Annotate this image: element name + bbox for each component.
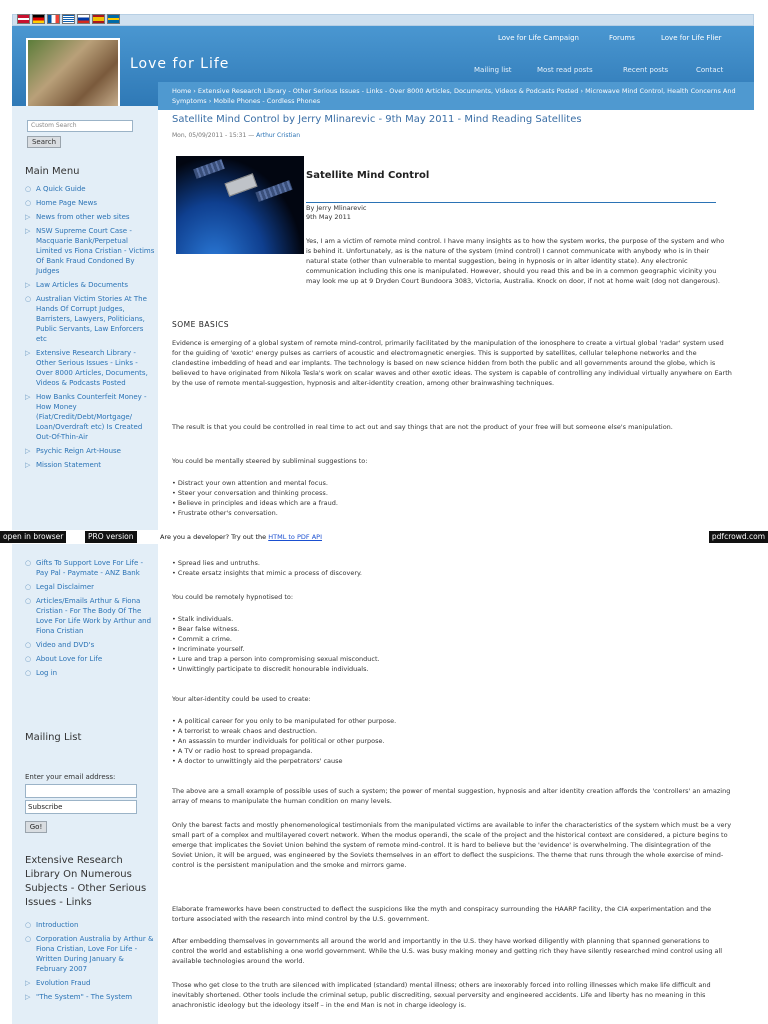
nav-forums[interactable]: Forums [609, 34, 635, 42]
list-item: • A TV or radio host to spread propaganda. [172, 747, 313, 755]
main-content [158, 110, 754, 1024]
elaborate-paragraph: Elaborate frameworks have been constructed to deflect the suspicions like the myth and conspiracy surrounding the HAARP facility, the CIA experimentation and the torture associated with the research into mind control by the U.S. government. [172, 905, 712, 923]
menu-item[interactable]: ○ About Love for Life [25, 655, 103, 663]
bullet-circle-icon: ○ [25, 935, 32, 943]
menu-item[interactable]: ▷ News from other web sites [25, 213, 130, 221]
menu-item[interactable]: ○ A Quick Guide [25, 185, 86, 193]
menu-item[interactable]: ○ Gifts To Support Love For Life - Pay Pal - Paymate - ANZ Bank [25, 559, 144, 577]
email-label: Enter your email address: [25, 773, 116, 781]
subscribe-select[interactable]: Subscribe [25, 800, 137, 814]
menu-item[interactable]: ▷ Mission Statement [25, 461, 102, 469]
after-paragraph: After embedding themselves in governments all around the world and importantly in the U.S. they have worked diligently with planning that spanned generations to control the world and establishing a one world government. While the U.S. was busy making money and getting rich they have silently researched mind control using all available technologies around the world. [172, 937, 723, 965]
menu-item[interactable]: ▷ NSW Supreme Court Case - Macquarie Bank/Perpetual Limited vs Fiona Cristian - Victims Of Bank Fraud Condoned By Judges [25, 227, 155, 275]
list-item: • Stalk individuals. [172, 615, 234, 623]
satellite-body [225, 173, 258, 196]
developer-prompt [160, 532, 322, 542]
menu-item[interactable]: ▷ Law Articles & Documents [25, 281, 129, 289]
email-input[interactable] [25, 784, 137, 798]
byline-date: 9th May 2011 [306, 213, 351, 221]
bullet-triangle-icon: ▷ [25, 393, 31, 401]
alter-list [172, 716, 732, 766]
flag-denmark-icon[interactable] [17, 14, 30, 24]
bullet-triangle-icon: ▷ [25, 461, 31, 469]
list-item: • Create ersatz insights that mimic a process of discovery. [172, 569, 362, 577]
main-menu-list-continued [25, 558, 155, 682]
steered-list [172, 478, 732, 518]
site-title[interactable]: Love for Life [130, 56, 230, 72]
bullet-circle-icon: ○ [25, 295, 32, 303]
bullet-circle-icon: ○ [25, 199, 32, 207]
sidebar [12, 106, 158, 1024]
family-photo[interactable] [26, 38, 120, 110]
list-item: • Commit a crime. [172, 635, 232, 643]
bullet-circle-icon: ○ [25, 669, 32, 677]
search-button[interactable]: Search [27, 136, 61, 148]
library-item[interactable]: ○ Introduction [25, 921, 79, 929]
nav-most-read-posts[interactable]: Most read posts [537, 66, 593, 74]
menu-item[interactable]: ○ Video and DVD's [25, 641, 95, 649]
nav-mailing-list[interactable]: Mailing list [474, 66, 512, 74]
steered-intro: You could be mentally steered by subliminal suggestions to: [172, 457, 368, 465]
list-item: • Steer your conversation and thinking process. [172, 489, 328, 497]
menu-item[interactable]: ▷ Extensive Research Library - Other Serious Issues - Links - Over 8000 Articles, Documents, Videos & Podcasts Posted [25, 349, 148, 387]
list-item: • Believe in principles and ideas which are a fraud. [172, 499, 338, 507]
alter-intro: Your alter-identity could be used to create: [172, 695, 311, 703]
bullet-triangle-icon: ▷ [25, 993, 31, 1001]
flag-greece-icon[interactable] [62, 14, 75, 24]
list-item: • Lure and trap a person into compromising sexual misconduct. [172, 655, 380, 663]
list-item: • A terrorist to wreak chaos and destruction. [172, 727, 318, 735]
menu-item[interactable]: ○ Log in [25, 669, 58, 677]
library-item[interactable]: ▷ "The System" - The System [25, 993, 133, 1001]
breadcrumb[interactable]: Home › Extensive Research Library - Other Serious Issues - Links - Over 8000 Articles, Documents, Videos & Podcasts Posted › Microwave Mind Control, Health Concerns And Symptoms › Mobile Phones - Cordless Phones [158, 82, 754, 110]
nav-love-for-life-campaign[interactable]: Love for Life Campaign [498, 34, 579, 42]
developer-text: Are you a developer? Try out the [160, 533, 267, 541]
above-paragraph: The above are a small example of possible uses of such a system; the power of mental suggestion, hypnosis and alter identity creation affords the 'controllers' an amazing array of means to manipulate the human condition on many levels. [172, 787, 731, 805]
section-heading-basics: SOME BASICS [172, 320, 230, 329]
language-bar [12, 14, 754, 26]
intro-paragraph: Yes, I am a victim of remote mind control. I have many insights as to how the system works, the purpose of the system and who is behind it. Unfortunately, as is the nature of the system (mind control) I cannot communicate with anybody who is in their natural state (other than vulnerable to mental suggestion, being in hypnosis or in alter identity state). Any electronic communication including this one is manipulated. However, should you read this and be in a common geographic vicinity you may look me up at 9 Dryden Court Bundoora 3083, Victoria, Australia. Knock on door, if not at home wait (dog not dangerous). [306, 237, 725, 285]
nav-contact[interactable]: Contact [696, 66, 724, 74]
library-item[interactable]: ▷ Evolution Fraud [25, 979, 91, 987]
post-meta [172, 132, 300, 139]
menu-item[interactable]: ▷ How Banks Counterfeit Money - How Money (Fiat/Credit/Debt/Mortgage/ Loan/Overdraft etc) Is Created Out-Of-Thin-Air [25, 393, 147, 441]
nav-recent-posts[interactable]: Recent posts [623, 66, 669, 74]
menu-item[interactable]: ▷ Psychic Reign Art-House [25, 447, 121, 455]
post-author-link[interactable]: Arthur Cristian [256, 132, 301, 139]
flag-germany-icon[interactable] [32, 14, 45, 24]
solar-panel-right [255, 180, 292, 202]
menu-item[interactable]: ○ Legal Disclaimer [25, 583, 94, 591]
list-item: • A doctor to unwittingly aid the perpetrators' cause [172, 757, 343, 765]
library-item[interactable]: ○ Corporation Australia by Arthur & Fiona Cristian, Love For Life - Written During January & February 2007 [25, 935, 154, 973]
list-item: • Unwittingly participate to discredit honourable individuals. [172, 665, 369, 673]
bullet-circle-icon: ○ [25, 921, 32, 929]
library-list [25, 920, 155, 1006]
bullet-circle-icon: ○ [25, 597, 32, 605]
list-item: • An assassin to murder individuals for political or other purpose. [172, 737, 385, 745]
list-item: • Frustrate other's conversation. [172, 509, 278, 517]
list-item: • A political career for you only to be manipulated for other purpose. [172, 717, 397, 725]
byline-author: By Jerry Mlinarevic [306, 204, 367, 212]
byline [306, 204, 367, 222]
pro-version-button[interactable]: PRO version [85, 531, 137, 543]
go-button[interactable]: Go! [25, 821, 47, 833]
bullet-triangle-icon: ▷ [25, 213, 31, 221]
search-input[interactable]: Custom Search [27, 120, 133, 132]
library-title: Extensive Research Library On Numerous Subjects - Other Serious Issues - Links [25, 855, 147, 908]
flag-france-icon[interactable] [47, 14, 60, 24]
pdfcrowd-bar [0, 530, 768, 544]
html-to-pdf-api-link[interactable]: HTML to PDF API [268, 533, 322, 541]
hypno-list [172, 614, 732, 674]
bullet-circle-icon: ○ [25, 559, 32, 567]
menu-item[interactable]: ○ Articles/Emails Arthur & Fiona Cristian - For The Body Of The Love For Life Work by Arthur and Fiona Cristian [25, 597, 152, 635]
main-menu-list [25, 184, 155, 474]
list-item: • Spread lies and untruths. [172, 559, 260, 567]
bullet-circle-icon: ○ [25, 655, 32, 663]
heading-underline [306, 202, 716, 203]
bullet-circle-icon: ○ [25, 583, 32, 591]
flag-russia-icon[interactable] [77, 14, 90, 24]
nav-love-for-life-flier[interactable]: Love for Life Flier [661, 34, 722, 42]
bullet-triangle-icon: ▷ [25, 349, 31, 357]
top-strip [0, 0, 768, 26]
steered-list-continued [172, 558, 732, 578]
list-item: • Bear false witness. [172, 625, 240, 633]
list-item: • Incriminate yourself. [172, 645, 245, 653]
post-date: Mon, 05/09/2011 - 15:31 — [172, 132, 255, 139]
pdfcrowd-site-button[interactable]: pdfcrowd.com [709, 531, 768, 543]
those-paragraph: Those who get close to the truth are silenced with implicated (standard) mental illness; others are inexorably forced into rolling illnesses which make life difficult and inevitably shortened. Other tools include the criminal setup, public discrediting, sexual perversity and engineered accidents. Life and liberty has no meaning in this anachronistic ideology but the ideology itself – in the end Man is not in charge ideology is. [172, 981, 711, 1009]
list-item: • Distract your own attention and mental focus. [172, 479, 328, 487]
bullet-triangle-icon: ▷ [25, 447, 31, 455]
bullet-triangle-icon: ▷ [25, 227, 31, 235]
bullet-triangle-icon: ▷ [25, 979, 31, 987]
page-title: Satellite Mind Control by Jerry Mlinarevic - 9th May 2011 - Mind Reading Satellites [172, 114, 582, 125]
main-menu-title: Main Menu [25, 166, 80, 177]
menu-item[interactable]: ○ Home Page News [25, 199, 97, 207]
mailing-list-title: Mailing List [25, 732, 82, 743]
hypno-intro: You could be remotely hypnotised to: [172, 593, 294, 601]
bullet-triangle-icon: ▷ [25, 281, 31, 289]
solar-panel-left [193, 159, 225, 179]
bullet-circle-icon: ○ [25, 185, 32, 193]
article-image-heading: Satellite Mind Control [306, 170, 430, 181]
satellite-image [176, 156, 304, 254]
flag-spain-icon[interactable] [92, 14, 105, 24]
open-in-browser-button[interactable]: open in browser [0, 531, 66, 543]
menu-item[interactable]: ○ Australian Victim Stories At The Hands Of Corrupt Judges, Barristers, Lawyers, Politicians, Public Servants, Law Enforcers etc [25, 295, 147, 343]
only-paragraph: Only the barest facts and mostly phenomenological testimonials from the manipulated victims are available to infer the characteristics of the system which must be a very small part of a complex and multilayered covert network. When the modus operandi, the scale of the project and the historical context are considered, a picture begins to emerge that implicates the Soviet Union behind the system of remote mind-control. It is hard to believe but the 'evidence' is overwhelming. The disintegration of the Soviet Union, it will be argued, was engineered by the Soviets themselves in an effort to deflect the suspicions. The theme that runs through the whole exercise of mind-control is the persistent manipulation and the smoke and mirrors game. [172, 821, 732, 869]
bullet-circle-icon: ○ [25, 641, 32, 649]
result-paragraph: The result is that you could be controlled in real time to act out and say things that are not the product of your free will but someone else's manipulation. [172, 423, 673, 431]
flag-sweden-icon[interactable] [107, 14, 120, 24]
basics-paragraph: Evidence is emerging of a global system of remote mind-control, primarily facilitated by the manipulation of the ionosphere to create a virtual global 'radar' system used for the guiding of 'exotic' energy pulses as carriers of acoustic and electromagnetic energies. This is supported by satellites, cellular telephone networks and the clandestine imbedding of head and ear implants. The technology is based on new science hidden from both the public and all governments around the globe, which is believed to have originated from Nikola Tesla's work on scalar waves and other exotic ideas. The system is capable of controlling any individual virtually anywhere on Earth by the use of remote mental-suggestion, hypnosis and alter-identity creation, among other brainwashing techniques. [172, 339, 732, 387]
